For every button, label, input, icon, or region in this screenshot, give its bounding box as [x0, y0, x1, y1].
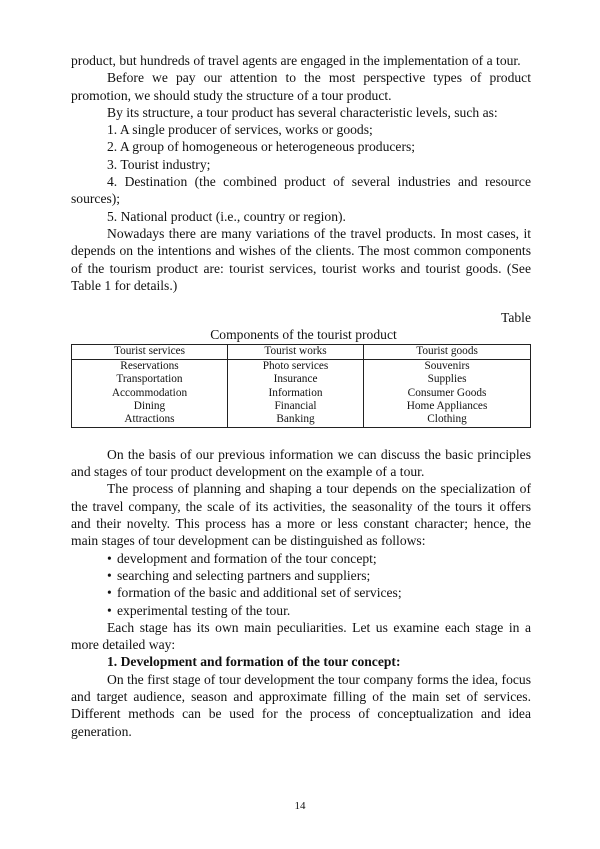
table-label: Table — [501, 310, 531, 326]
paragraph-each-stage: Each stage has its own main peculiarities. Let us examine each stage in a more detailed way: — [71, 619, 531, 653]
table-cell: Souvenirs — [364, 359, 531, 373]
table-cell: Financial — [227, 400, 363, 413]
paragraph-first-stage: On the first stage of tour development the tour company forms the idea, focus and target audience, season and approximate filling of the main set of services. Different methods can be used for the process of conceptualization and idea generation. — [71, 671, 531, 739]
table-cell: Photo services — [227, 359, 363, 373]
paragraph-intro: product, but hundreds of travel agents are engaged in the implementation of a tour. — [71, 53, 521, 68]
paragraph-basis: On the basis of our previous information we can discuss the basic principles and stages of tour product development on the example of a tour. — [71, 446, 531, 480]
list-item: 5. National product (i.e., country or region). — [107, 208, 346, 224]
table-cell: Information — [227, 387, 363, 400]
table-row — [72, 373, 531, 386]
bullet-icon: • — [107, 602, 112, 618]
table-header-cell: Tourist works — [227, 345, 363, 359]
table-cell: Consumer Goods — [364, 387, 531, 400]
table-cell: Transportation — [72, 373, 228, 386]
bullet-text: searching and selecting partners and suppliers; — [117, 567, 371, 583]
bullet-item — [71, 584, 531, 601]
table-cell: Accommodation — [72, 387, 228, 400]
bullet-item — [71, 567, 531, 584]
page-number: 14 — [294, 800, 306, 812]
table-cell: Home Appliances — [364, 400, 531, 413]
bullet-icon: • — [107, 550, 112, 566]
list-item: 4. Destination (the combined product of several industries and resource sources); — [71, 174, 531, 207]
bullet-icon: • — [107, 585, 112, 601]
bullet-item — [71, 550, 531, 567]
table-header-cell: Tourist goods — [364, 345, 531, 359]
bullet-item — [71, 602, 531, 619]
list-item: 3. Tourist industry; — [107, 156, 211, 172]
paragraph-promotion: Before we pay our attention to the most perspective types of product promotion, we should study the structure of a tour product. — [71, 70, 531, 103]
table-cell: Dining — [72, 400, 228, 413]
table-cell: Attractions — [72, 413, 228, 427]
bullet-text: formation of the basic and additional set of services; — [117, 585, 402, 601]
list-item: 2. A group of homogeneous or heterogeneous producers; — [107, 139, 416, 155]
paragraph-variations: Nowadays there are many variations of the travel products. In most cases, it depends on the intentions and wishes of the clients. The most common components of the tourism product are: tourist services, tourist works and tourist goods. (See Table 1 for details.) — [71, 225, 531, 293]
components-table — [71, 344, 531, 427]
table-row — [72, 413, 531, 427]
table-header-row — [72, 345, 531, 359]
section-heading: 1. Development and formation of the tour concept: — [107, 654, 401, 670]
bullet-text: development and formation of the tour concept; — [117, 550, 377, 566]
table-header-cell: Tourist services — [72, 345, 228, 359]
table-caption: Components of the tourist product — [210, 327, 397, 343]
table-cell: Banking — [227, 413, 363, 427]
table-row — [72, 400, 531, 413]
paragraph-process: The process of planning and shaping a tour depends on the specialization of the travel company, the scale of its activities, the seasonality of the tours it offers and their novelty. This process has a more or less constant character; hence, the main stages of tour development can be distinguished as follows: — [71, 481, 531, 549]
table-cell: Supplies — [364, 373, 531, 386]
page-content — [71, 52, 531, 740]
bullet-icon: • — [107, 567, 112, 583]
paragraph-levels: By its structure, a tour product has several characteristic levels, such as: — [107, 104, 498, 120]
table-cell: Insurance — [227, 373, 363, 386]
table-cell: Clothing — [364, 413, 531, 427]
table-row — [72, 387, 531, 400]
bullet-text: experimental testing of the tour. — [117, 602, 291, 618]
list-item: 1. A single producer of services, works or goods; — [107, 122, 373, 138]
table-row — [72, 359, 531, 373]
table-cell: Reservations — [72, 359, 228, 373]
